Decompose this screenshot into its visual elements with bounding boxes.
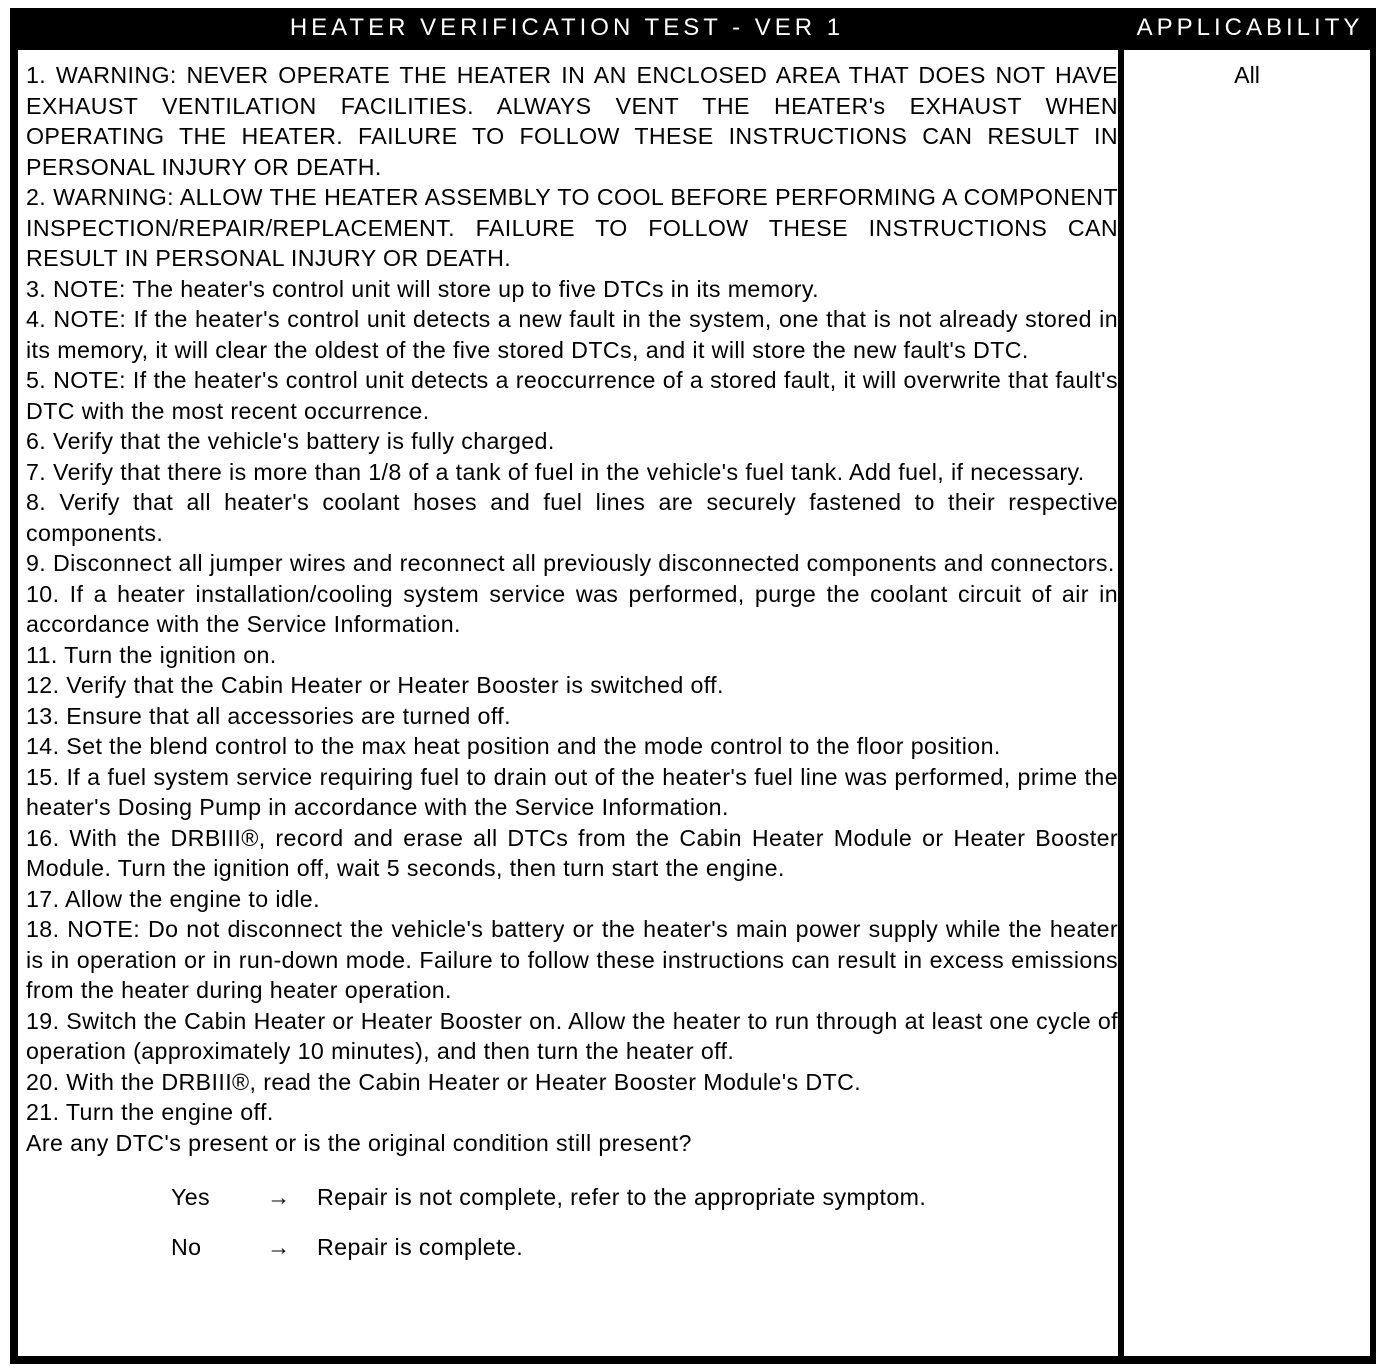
step-1: 1. WARNING: NEVER OPERATE THE HEATER IN AN ENCLOSED AREA THAT DOES NOT HAVE EXHAUST VENTILATION FACILITIES. ALWAYS VENT THE HEATER's EXHAUST WHEN OPERATING THE HEATER. FAILURE TO FOLLOW THESE INSTRUCTIONS CAN RESULT IN PERSONAL INJURY OR DEATH. — [26, 62, 1118, 180]
arrow-right-icon: → — [267, 1233, 291, 1260]
step-2: 2. WARNING: ALLOW THE HEATER ASSEMBLY TO COOL BEFORE PERFORMING A COMPONENT INSPECTION/REPAIR/REPLACEMENT. FAILURE TO FOLLOW THESE INSTRUCTIONS CAN RESULT IN PERSONAL INJURY OR DEATH. — [26, 184, 1118, 271]
step-15: 15. If a fuel system service requiring fuel to drain out of the heater's fuel line was performed, prime the heater's Dosing Pump in accordance with the Service Information. — [26, 763, 1118, 820]
step-14: 14. Set the blend control to the max heat position and the mode control to the floor position. — [26, 733, 1001, 759]
answer-text: Repair is not complete, refer to the appropriate symptom. — [317, 1183, 927, 1210]
procedure-cell — [18, 50, 1118, 1356]
step-17: 17. Allow the engine to idle. — [26, 885, 320, 912]
step-18: 18. NOTE: Do not disconnect the vehicle's battery or the heater's main power supply while the heater is in operation or in run-down mode. Failure to follow these instructions can result in excess emissions from the heater during heater operation. — [26, 916, 1118, 1003]
arrow-right-icon: → — [267, 1183, 291, 1210]
step-6: 6. Verify that the vehicle's battery is fully charged. — [26, 428, 555, 454]
test-table — [10, 8, 1376, 1364]
answer-key: Yes — [171, 1183, 211, 1210]
step-19: 19. Switch the Cabin Heater or Heater Booster on. Allow the heater to run through at least one cycle of operation (approximately 10 minutes), and then turn the heater off. — [26, 1007, 1118, 1064]
table-title: HEATER VERIFICATION TEST - VER 1 — [289, 14, 845, 41]
answer-no — [26, 1222, 1118, 1272]
answers — [26, 1172, 1118, 1272]
step-16: 16. With the DRBIII®, record and erase all DTCs from the Cabin Heater Module or Heater Booster Module. Turn the ignition off, wait 5 seconds, then turn start the engine. — [26, 824, 1118, 881]
step-9: 9. Disconnect all jumper wires and reconnect all previously disconnected components and connectors. — [26, 550, 1115, 576]
step-5: 5. NOTE: If the heater's control unit detects a reoccurrence of a stored fault, it will overwrite that fault's DTC with the most recent occurrence. — [26, 367, 1118, 424]
step-13: 13. Ensure that all accessories are turned off. — [26, 702, 511, 729]
answer-text: Repair is complete. — [317, 1233, 524, 1260]
question: Are any DTC's present or is the original condition still present? — [26, 1129, 692, 1156]
step-11: 11. Turn the ignition on. — [26, 641, 277, 668]
step-7: 7. Verify that there is more than 1/8 of a tank of fuel in the vehicle's fuel tank. Add fuel, if necessary. — [26, 458, 1085, 485]
step-20: 20. With the DRBIII®, read the Cabin Heater or Heater Booster Module's DTC. — [26, 1068, 862, 1095]
step-12: 12. Verify that the Cabin Heater or Heater Booster is switched off. — [26, 672, 724, 698]
step-3: 3. NOTE: The heater's control unit will store up to five DTCs in its memory. — [26, 275, 819, 302]
step-21: 21. Turn the engine off. — [26, 1099, 274, 1125]
answer-key: No — [171, 1233, 202, 1260]
applicability-header: APPLICABILITY — [1136, 14, 1364, 41]
step-4: 4. NOTE: If the heater's control unit detects a new fault in the system, one that is not already stored in its memory, it will clear the oldest of the five stored DTCs, and it will store the new fault's DTC. — [26, 306, 1118, 363]
step-8: 8. Verify that all heater's coolant hoses and fuel lines are securely fastened to their respective components. — [26, 489, 1118, 546]
applicability-cell: All — [1124, 50, 1370, 1356]
answer-yes — [26, 1172, 1118, 1222]
step-10: 10. If a heater installation/cooling system service was performed, purge the coolant circuit of air in accordance with the Service Information. — [26, 580, 1118, 637]
